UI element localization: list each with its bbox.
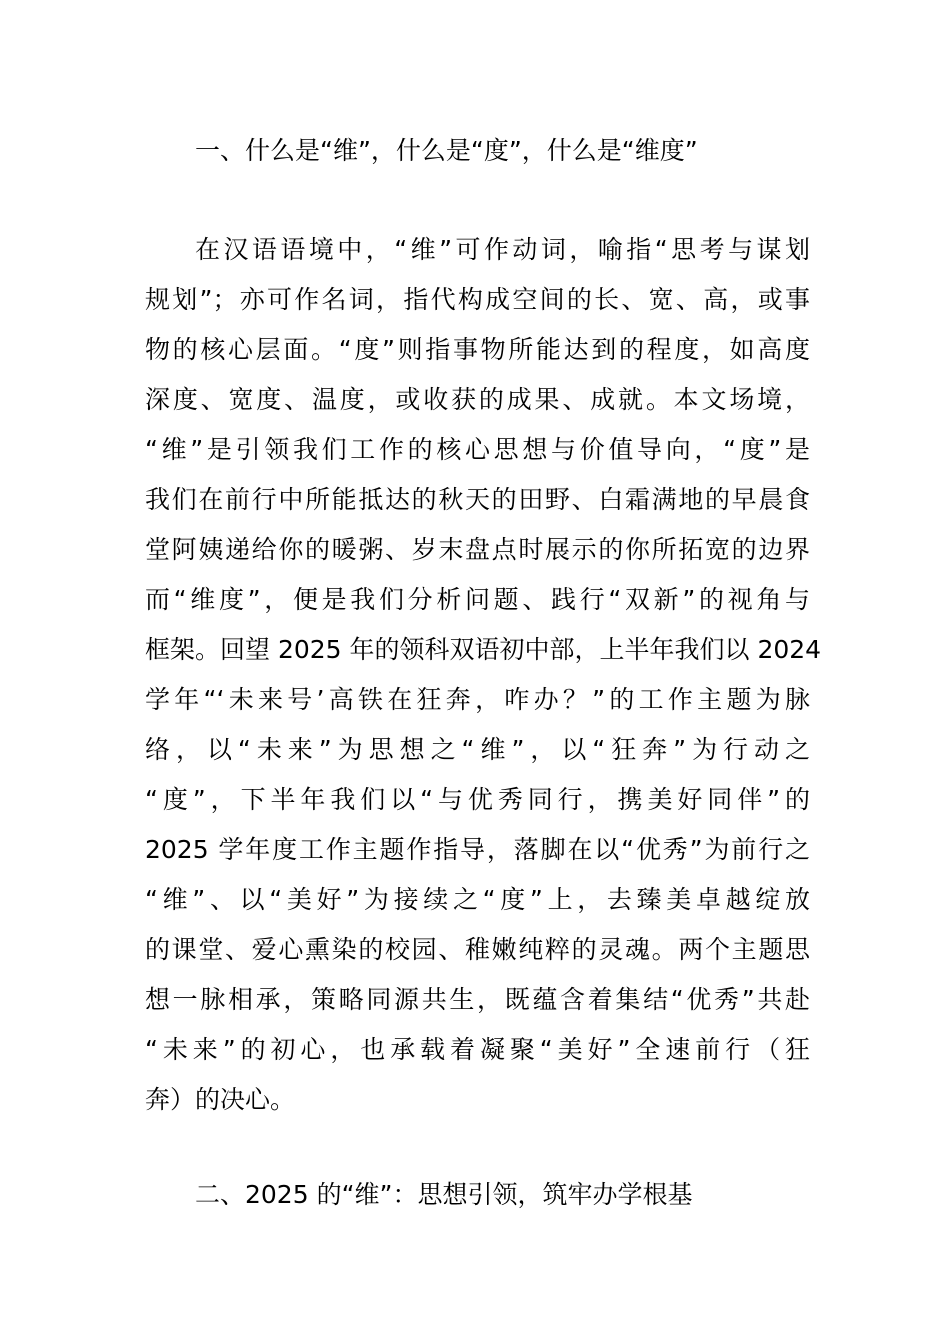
paragraph-line: 框架。回望 2025 年的领科双语初中部，上半年我们以 2024 <box>145 635 822 664</box>
paragraph-line: 物的核心层面。“度”则指事物所能达到的程度，如高度 <box>145 335 810 364</box>
paragraph-line: 在汉语语境中，“维”可作动词，喻指“思考与谋划 <box>195 235 810 264</box>
paragraph-line: 深度、宽度、温度，或收获的成果、成就。本文场境， <box>145 385 810 414</box>
paragraph-line: 想一脉相承，策略同源共生，既蕴含着集结“优秀”共赴 <box>145 985 810 1014</box>
paragraph-line: “未来”的初心，也承载着凝聚“美好”全速前行（狂 <box>145 1035 810 1064</box>
paragraph-line: 络，以“未来”为思想之“维”，以“狂奔”为行动之 <box>145 735 810 764</box>
paragraph-line: “维”、以“美好”为接续之“度”上，去臻美卓越绽放 <box>145 885 810 914</box>
paragraph-line: 我们在前行中所能抵达的秋天的田野、白霜满地的早晨食 <box>145 485 810 514</box>
paragraph-line: 而“维度”，便是我们分析问题、践行“双新”的视角与 <box>145 585 810 614</box>
section-heading-2: 二、2025 的“维”：思想引领，筑牢办学根基 <box>195 1180 693 1209</box>
body-paragraph <box>145 232 822 1132</box>
paragraph-line: 堂阿姨递给你的暖粥、岁末盘点时展示的你所拓宽的边界 <box>145 535 810 564</box>
paragraph-line: “度”，下半年我们以“与优秀同行，携美好同伴”的 <box>145 785 810 814</box>
paragraph-line: “维”是引领我们工作的核心思想与价值导向，“度”是 <box>145 435 810 464</box>
paragraph-line: 奔）的决心。 <box>145 1085 296 1114</box>
paragraph-line: 的课堂、爱心熏染的校园、稚嫩纯粹的灵魂。两个主题思 <box>145 935 810 964</box>
section-heading-1: 一、什么是“维”，什么是“度”，什么是“维度” <box>195 136 698 165</box>
paragraph-line: 学年“‘未来号’高铁在狂奔，咋办？”的工作主题为脉 <box>145 685 810 714</box>
paragraph-line: 规划”；亦可作名词，指代构成空间的长、宽、高，或事 <box>145 285 810 314</box>
paragraph-line: 2025 学年度工作主题作指导，落脚在以“优秀”为前行之 <box>145 835 810 864</box>
